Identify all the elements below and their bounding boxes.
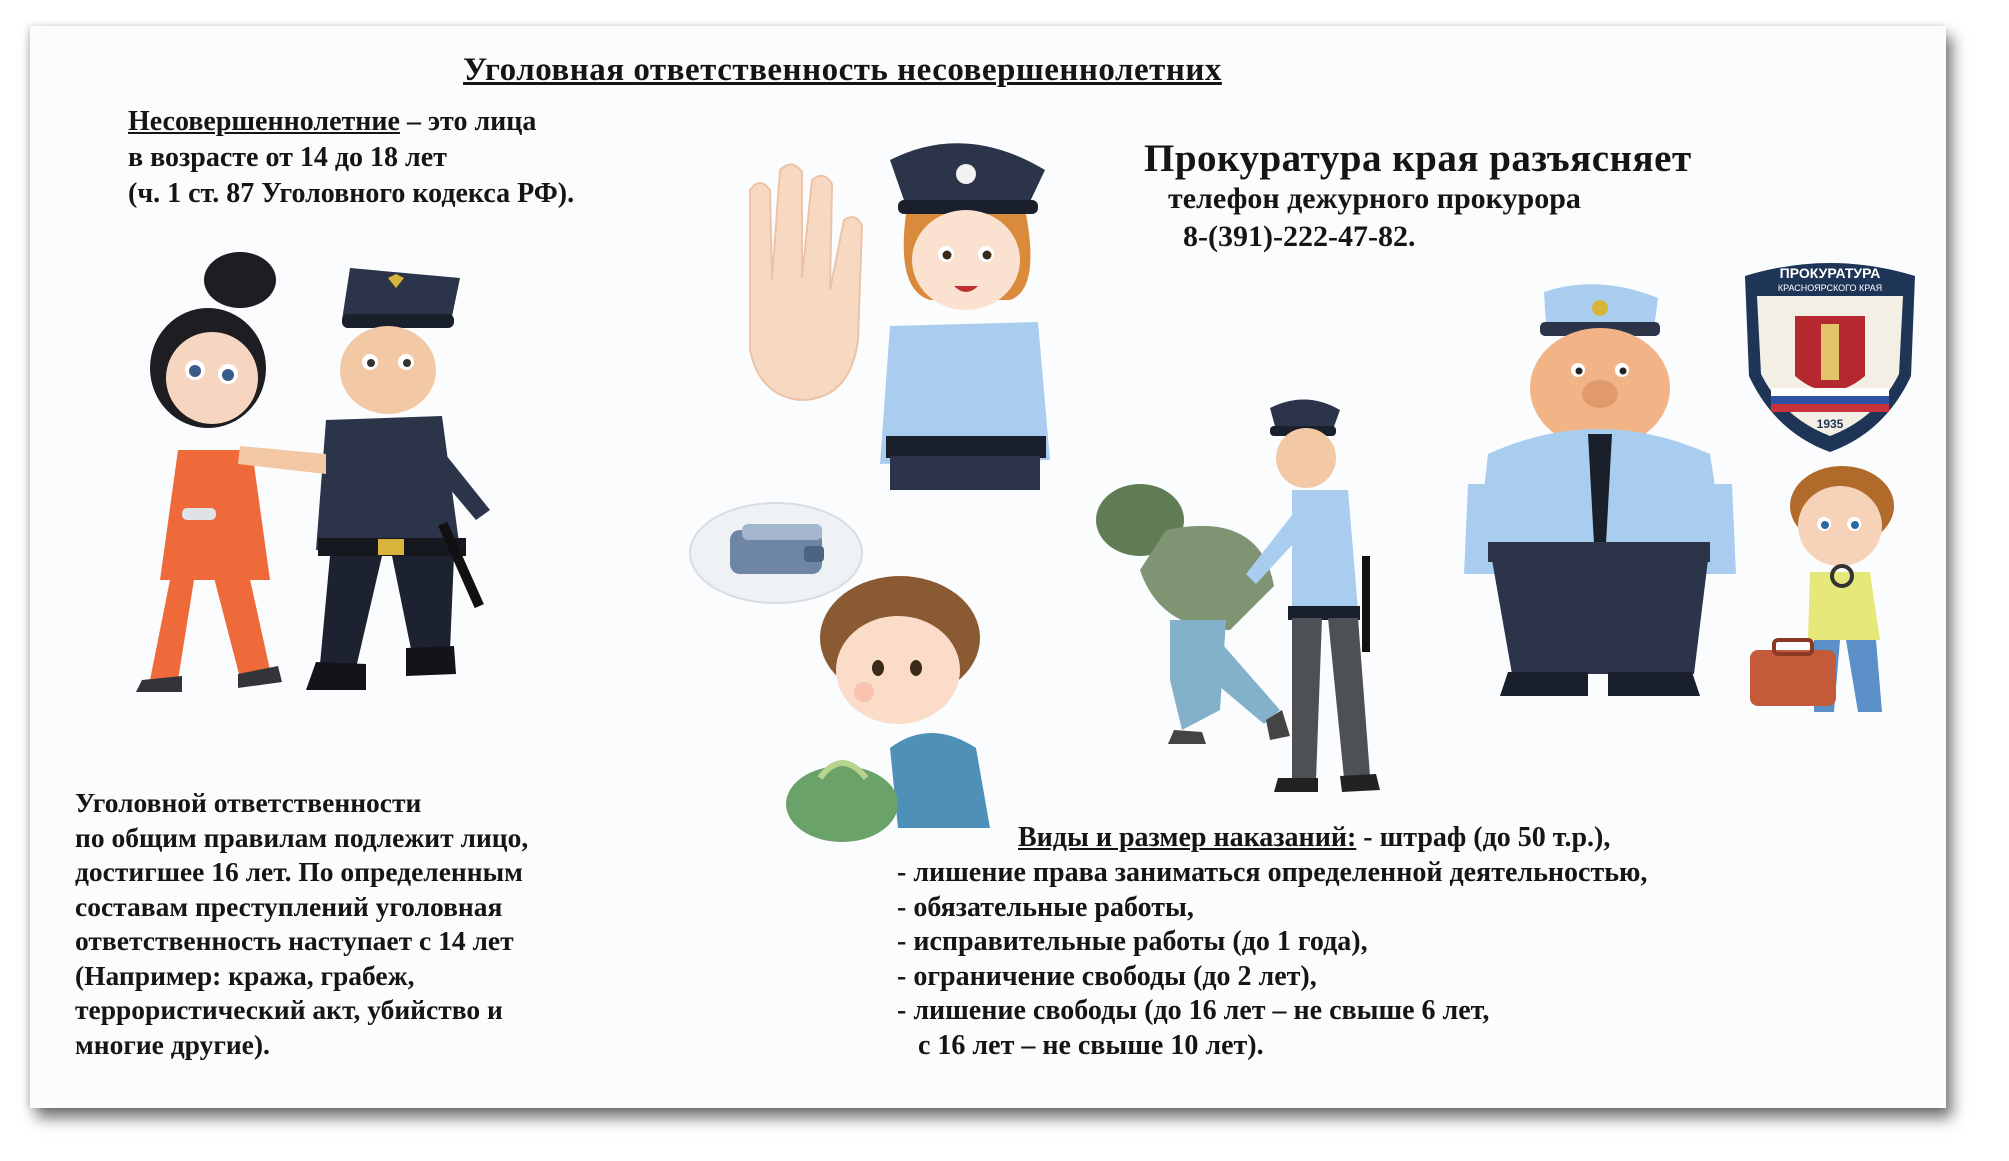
phone-label: телефон дежурного прокурора bbox=[1168, 182, 1581, 215]
prisoner-girl-figure bbox=[136, 252, 282, 692]
age-rule-line: (Например: кража, грабеж, bbox=[75, 959, 415, 991]
emblem-title: ПРОКУРАТУРА bbox=[1779, 265, 1881, 281]
age-rule-line: по общим правилам подлежит лицо, bbox=[75, 821, 529, 853]
stop-hand-icon bbox=[750, 164, 862, 400]
definition-term: Несовершеннолетние bbox=[128, 106, 400, 137]
punishments-heading: Виды и размер наказаний: bbox=[1018, 822, 1357, 853]
age-rule-line: Уголовной ответственности bbox=[75, 787, 422, 818]
policeman-search-figure bbox=[1246, 399, 1380, 792]
page-title: Уголовная ответственность несовершеннолетних bbox=[463, 52, 1222, 88]
punishment-item: - обязательные работы, bbox=[897, 891, 1194, 923]
backpack-icon bbox=[786, 763, 898, 842]
definition-line3: (ч. 1 ст. 87 Уголовного кодекса РФ). bbox=[128, 178, 575, 209]
emblem-subtitle: КРАСНОЯРСКОГО КРАЯ bbox=[1777, 283, 1883, 293]
punishment-item: - лишение свободы (до 16 лет – не свыше 6 лет, bbox=[897, 995, 1490, 1026]
age-rule-line: многие другие). bbox=[75, 1028, 270, 1060]
punishment-item: - исправительные работы (до 1 года), bbox=[897, 926, 1368, 957]
thief-boy-illustration bbox=[780, 568, 1040, 848]
prosecutor-emblem-icon bbox=[1735, 256, 1925, 456]
prosecutor-heading: Прокуратура края разъясняет bbox=[1144, 137, 1692, 180]
arrest-illustration bbox=[120, 250, 640, 710]
age-rule-line: составам преступлений уголовная bbox=[75, 890, 503, 922]
policeman-figure bbox=[238, 268, 490, 690]
definition-line2: в возрасте от 14 до 18 лет bbox=[128, 142, 447, 173]
age-rules-block bbox=[75, 786, 528, 1062]
hooded-man-figure bbox=[1096, 484, 1290, 744]
punishment-fine: - штраф (до 50 т.р.), bbox=[1356, 822, 1611, 853]
punishments-heading-row bbox=[1018, 822, 1610, 854]
big-policeman-illustration bbox=[1448, 284, 1748, 704]
punishment-item: - лишение права заниматься определенной деятельностью, bbox=[897, 857, 1648, 888]
upset-boy-illustration bbox=[1730, 450, 1930, 730]
punishment-item: - ограничение свободы (до 2 лет), bbox=[897, 960, 1317, 992]
punishments-list bbox=[897, 856, 1647, 1063]
age-rule-line: террористический акт, убийство и bbox=[75, 994, 503, 1025]
age-rule-line: достигшее 16 лет. По определенным bbox=[75, 856, 523, 887]
phone-number: 8-(391)-222-47-82. bbox=[1183, 220, 1416, 253]
age-rule-line: ответственность наступает с 14 лет bbox=[75, 925, 514, 956]
emblem-year: 1935 bbox=[1816, 417, 1844, 431]
punishment-item: с 16 лет – не свыше 10 лет). bbox=[897, 1029, 1264, 1061]
stop-policewoman-illustration bbox=[720, 130, 1070, 490]
definition-block bbox=[128, 104, 574, 212]
search-arrest-illustration bbox=[1070, 380, 1450, 800]
wallet-icon bbox=[730, 524, 824, 574]
definition-line1: – это лица bbox=[399, 106, 537, 137]
